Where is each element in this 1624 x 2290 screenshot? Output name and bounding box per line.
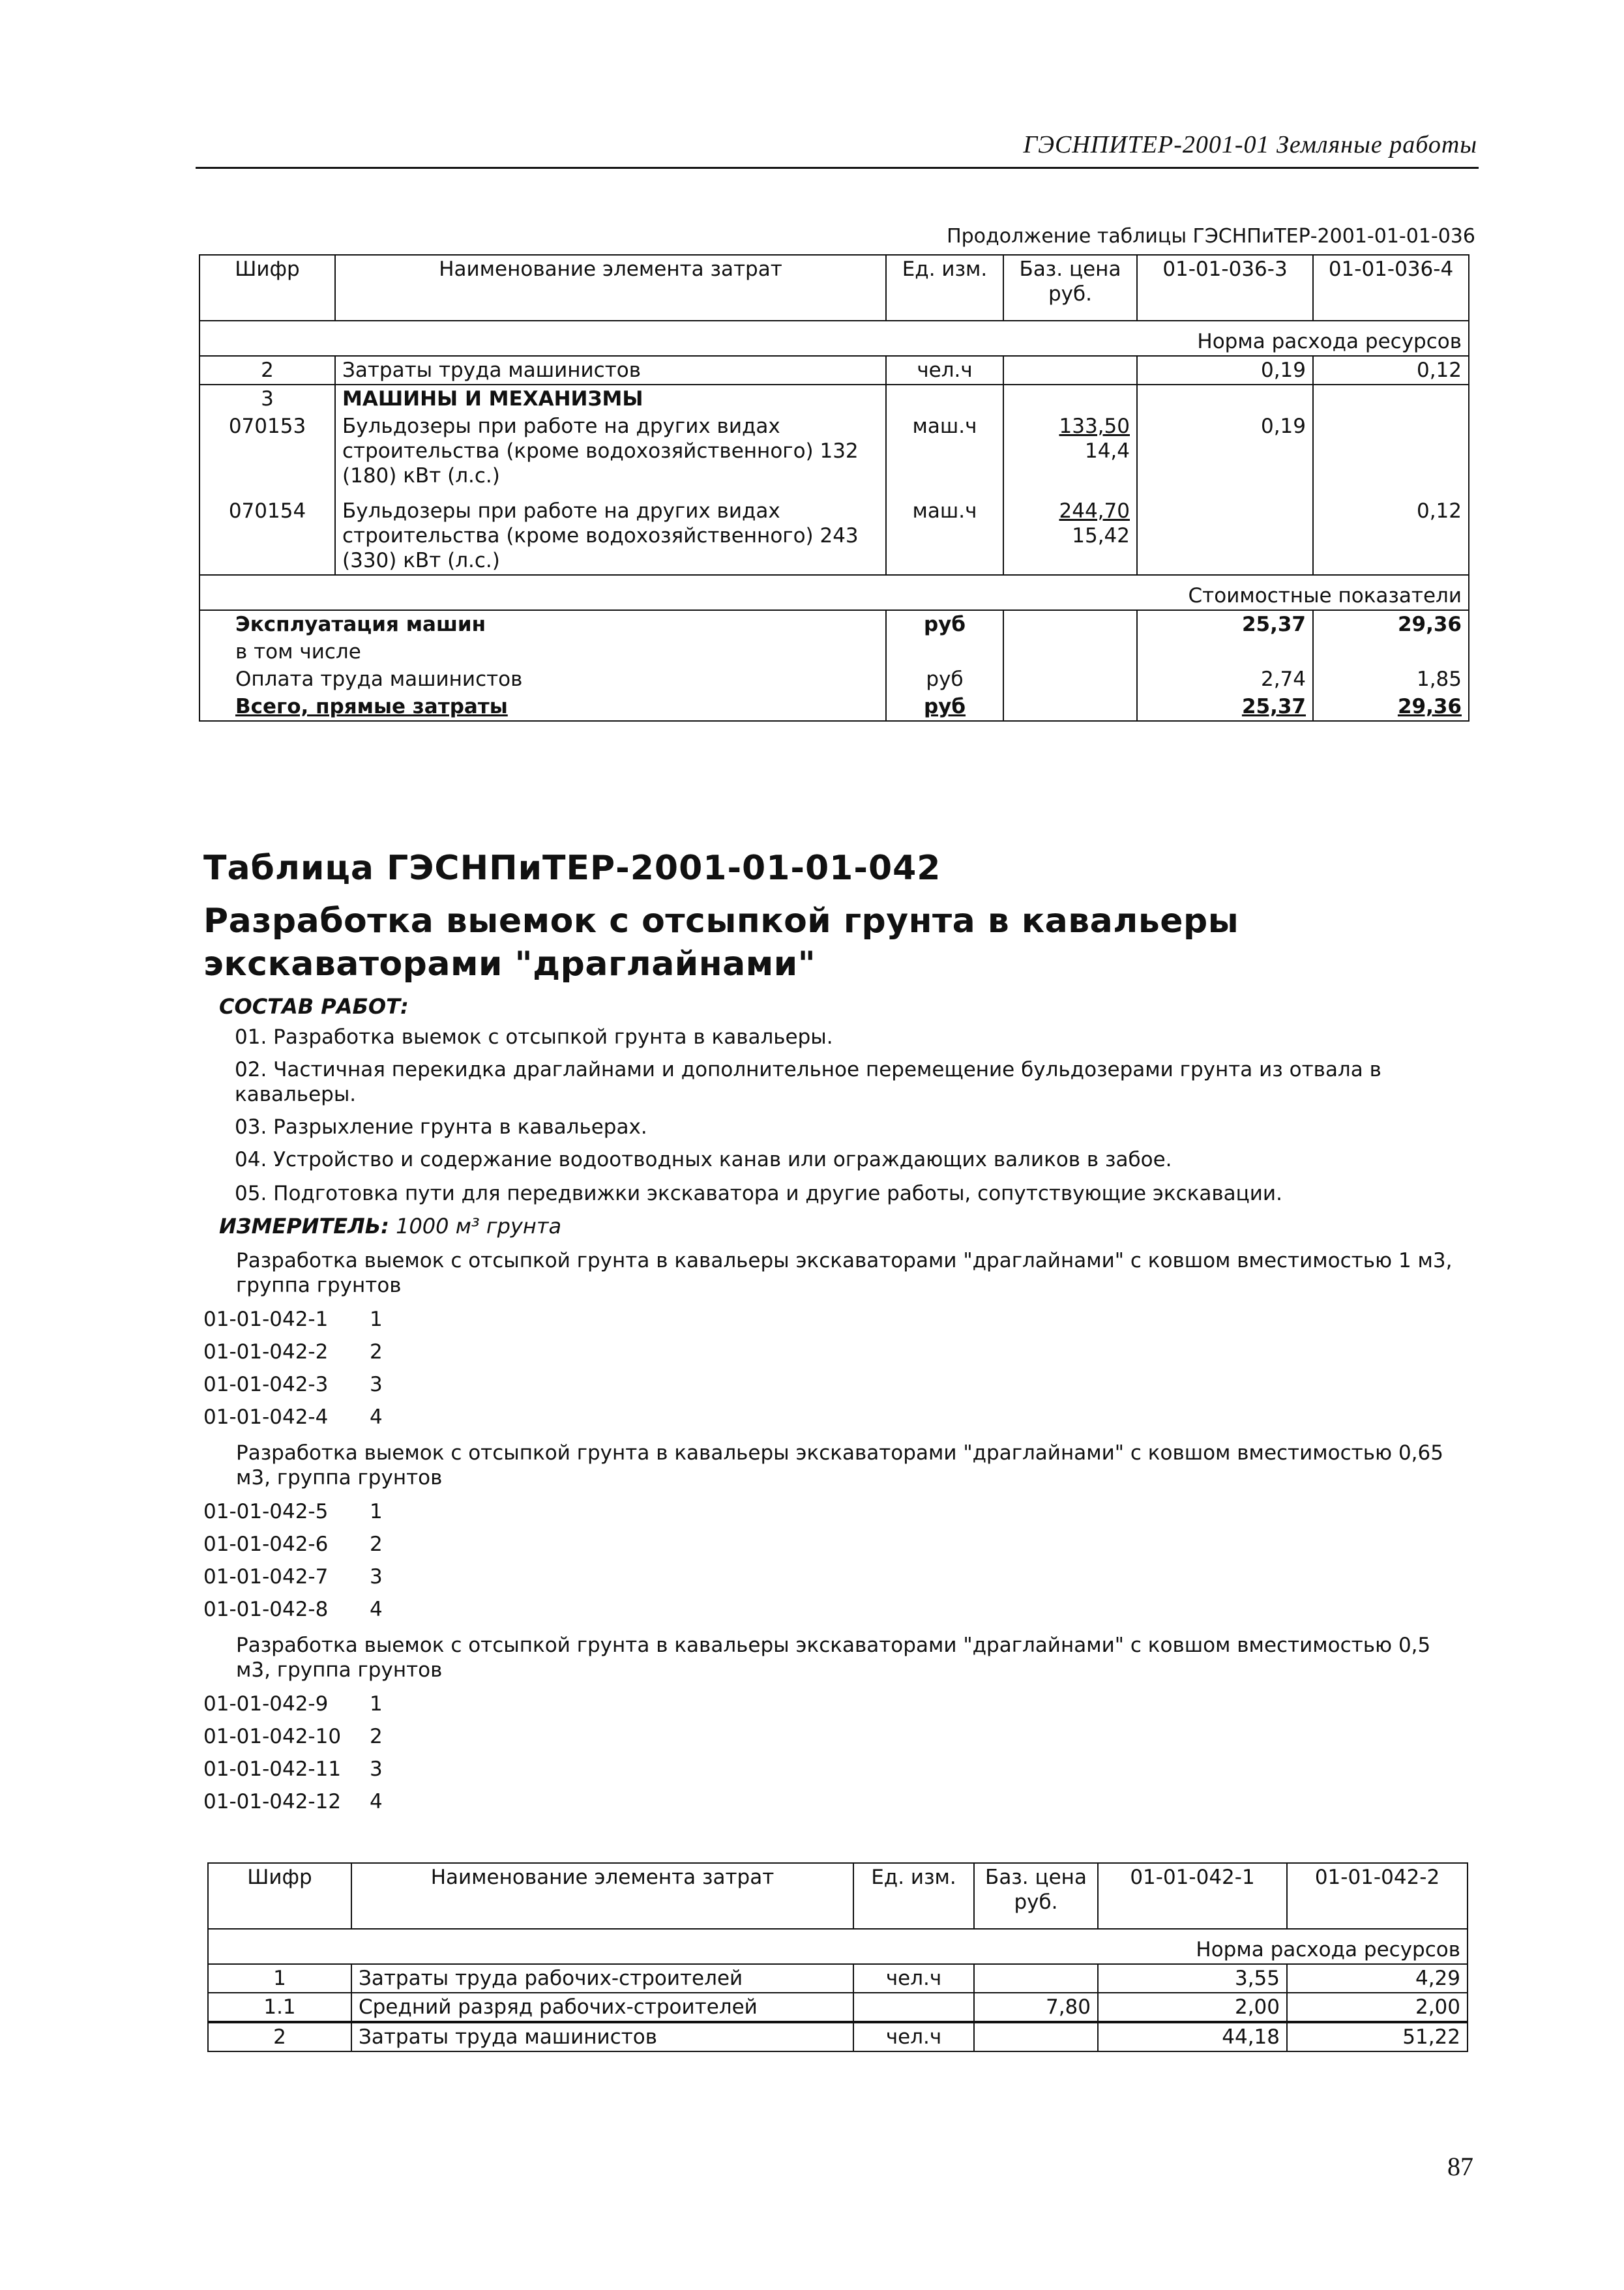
col-header-v1: 01-01-036-3 <box>1137 255 1313 321</box>
norm-label-row <box>208 1929 1468 1964</box>
cost-name: в том числе <box>199 638 886 666</box>
row-name: Затраты труда машинистов <box>335 356 886 385</box>
row-code: 2 <box>199 356 335 385</box>
page-number: 87 <box>1447 2152 1473 2181</box>
row-v2: 0,12 <box>1313 356 1469 385</box>
table-row <box>208 1993 1468 2022</box>
work-item: 04. Устройство и содержание водоотводных канав или ограждающих валиков в забое. <box>235 1148 1172 1171</box>
cost-row <box>199 638 1469 666</box>
work-item: 01. Разработка выемок с отсыпкой грунта в кавальеры. <box>235 1025 833 1049</box>
row-name: Средний разряд рабочих-строителей <box>351 1993 853 2022</box>
meter-line <box>219 1214 561 1239</box>
row-unit <box>853 1993 974 2022</box>
row-price <box>974 1964 1098 1993</box>
row-unit: чел.ч <box>853 1964 974 1993</box>
cost-unit: руб <box>886 693 1003 721</box>
code-item: 01-01-042-8 4 <box>203 1598 383 1621</box>
row-code: 070154 <box>199 490 335 575</box>
cost-v2: 1,85 <box>1313 666 1469 693</box>
table-row <box>199 356 1469 385</box>
row-v2: 2,00 <box>1287 1993 1468 2022</box>
table-header-row <box>199 255 1469 321</box>
col-header-unit: Ед. изм. <box>853 1863 974 1929</box>
resource-table-036 <box>199 254 1469 722</box>
row-code: 1.1 <box>208 1993 351 2022</box>
code-item: 01-01-042-5 1 <box>203 1500 383 1523</box>
code-item: 01-01-042-4 4 <box>203 1405 383 1429</box>
row-unit: чел.ч <box>853 2022 974 2051</box>
table-title: Таблица ГЭСНПиТЕР-2001-01-01-042 <box>203 849 941 888</box>
row-price-secondary: 15,42 <box>1072 524 1130 548</box>
row-name: Затраты труда рабочих-строителей <box>351 1964 853 1993</box>
row-v1: 2,00 <box>1098 1993 1287 2022</box>
row-price: 244,70 <box>1059 499 1130 523</box>
header-rule <box>196 167 1479 169</box>
code-item: 01-01-042-10 2 <box>203 1725 383 1748</box>
norm-label: Норма расхода ресурсов <box>199 321 1469 356</box>
col-header-price: Баз. цена руб. <box>1003 255 1137 321</box>
row-v1: 44,18 <box>1098 2022 1287 2051</box>
norm-label-row <box>199 321 1469 356</box>
row-price: 7,80 <box>974 1993 1098 2022</box>
row-v1 <box>1137 490 1313 575</box>
cost-unit: руб <box>886 666 1003 693</box>
row-name: Бульдозеры при работе на других видах строительства (кроме водохозяйственного) 243 (330) кВт (л.с.) <box>335 490 886 575</box>
row-name: Бульдозеры при работе на других видах строительства (кроме водохозяйственного) 132 (180) кВт (л.с.) <box>335 413 886 490</box>
row-price: 133,50 <box>1059 415 1130 438</box>
code-item: 01-01-042-9 1 <box>203 1692 383 1716</box>
cost-v2: 29,36 <box>1313 693 1469 721</box>
col-header-name: Наименование элемента затрат <box>335 255 886 321</box>
composition-label: СОСТАВ РАБОТ: <box>219 994 409 1019</box>
cost-label-row <box>199 575 1469 610</box>
row-unit: маш.ч <box>886 490 1003 575</box>
cost-name: Оплата труда машинистов <box>199 666 886 693</box>
row-code: 3 <box>199 385 335 413</box>
row-v1: 3,55 <box>1098 1964 1287 1993</box>
code-item: 01-01-042-12 4 <box>203 1790 383 1813</box>
table-continuation-caption: Продолжение таблицы ГЭСНПиТЕР-2001-01-01-036 <box>947 225 1475 248</box>
work-item: 02. Частичная перекидка драглайнами и дополнительное перемещение бульдозерами грунта из отвала в кавальеры. <box>235 1058 1381 1106</box>
cost-v1: 25,37 <box>1137 693 1313 721</box>
row-price-secondary: 14,4 <box>1084 439 1130 463</box>
code-item: 01-01-042-3 3 <box>203 1373 383 1396</box>
col-header-price: Баз. цена руб. <box>974 1863 1098 1929</box>
row-unit: чел.ч <box>886 356 1003 385</box>
col-header-code: Шифр <box>208 1863 351 1929</box>
cost-unit: руб <box>886 610 1003 638</box>
cost-row <box>199 610 1469 638</box>
running-header: ГЭСНПИТЕР-2001-01 Земляные работы <box>1023 131 1477 158</box>
col-header-v2: 01-01-036-4 <box>1313 255 1469 321</box>
cost-name: Эксплуатация машин <box>199 610 886 638</box>
col-header-v1: 01-01-042-1 <box>1098 1863 1287 1929</box>
table-row <box>208 1964 1468 1993</box>
cost-row <box>199 693 1469 721</box>
cost-v2: 29,36 <box>1313 610 1469 638</box>
work-item: 03. Разрыхление грунта в кавальерах. <box>235 1115 647 1139</box>
table-header-row <box>208 1863 1468 1929</box>
table-row <box>199 385 1469 413</box>
cost-row <box>199 666 1469 693</box>
row-v2: 0,12 <box>1313 490 1469 575</box>
row-code: 070153 <box>199 413 335 490</box>
row-v2 <box>1313 413 1469 490</box>
row-name: МАШИНЫ И МЕХАНИЗМЫ <box>335 385 886 413</box>
table-row <box>199 413 1469 490</box>
section-title: Разработка выемок с отсыпкой грунта в кавальеры экскаваторами "драглайнами" <box>203 902 1239 984</box>
row-price <box>1003 356 1137 385</box>
meter-value: 1000 м³ грунта <box>396 1214 562 1239</box>
norm-label: Норма расхода ресурсов <box>208 1929 1468 1964</box>
row-unit: маш.ч <box>886 413 1003 490</box>
col-header-v2: 01-01-042-2 <box>1287 1863 1468 1929</box>
group-description: Разработка выемок с отсыпкой грунта в кавальеры экскаваторами "драглайнами" с ковшом вместимостью 0,5 м3, группа грунтов <box>236 1634 1431 1682</box>
row-code: 1 <box>208 1964 351 1993</box>
row-v2: 4,29 <box>1287 1964 1468 1993</box>
code-item: 01-01-042-2 2 <box>203 1340 383 1364</box>
work-item: 05. Подготовка пути для передвижки экскаватора и другие работы, сопутствующие экскавации. <box>235 1182 1282 1205</box>
cost-name: Всего, прямые затраты <box>199 693 886 721</box>
cost-v1: 25,37 <box>1137 610 1313 638</box>
group-description: Разработка выемок с отсыпкой грунта в кавальеры экскаваторами "драглайнами" с ковшом вместимостью 0,65 м3, группа грунтов <box>236 1441 1443 1490</box>
row-v2: 51,22 <box>1287 2022 1468 2051</box>
cost-v1: 2,74 <box>1137 666 1313 693</box>
row-v1: 0,19 <box>1137 413 1313 490</box>
cost-label: Стоимостные показатели <box>199 575 1469 610</box>
group-description: Разработка выемок с отсыпкой грунта в кавальеры экскаваторами "драглайнами" с ковшом вместимостью 1 м3, группа грунтов <box>236 1249 1453 1297</box>
col-header-name: Наименование элемента затрат <box>351 1863 853 1929</box>
row-code: 2 <box>208 2022 351 2051</box>
table-row <box>199 490 1469 575</box>
resource-table-042 <box>207 1862 1468 2052</box>
col-header-unit: Ед. изм. <box>886 255 1003 321</box>
row-name: Затраты труда машинистов <box>351 2022 853 2051</box>
row-price <box>974 2022 1098 2051</box>
code-item: 01-01-042-6 2 <box>203 1533 383 1556</box>
code-item: 01-01-042-11 3 <box>203 1757 383 1781</box>
code-item: 01-01-042-7 3 <box>203 1565 383 1589</box>
col-header-code: Шифр <box>199 255 335 321</box>
table-row <box>208 2022 1468 2051</box>
code-item: 01-01-042-1 1 <box>203 1308 383 1331</box>
meter-label: ИЗМЕРИТЕЛЬ: <box>219 1214 389 1239</box>
row-v1: 0,19 <box>1137 356 1313 385</box>
